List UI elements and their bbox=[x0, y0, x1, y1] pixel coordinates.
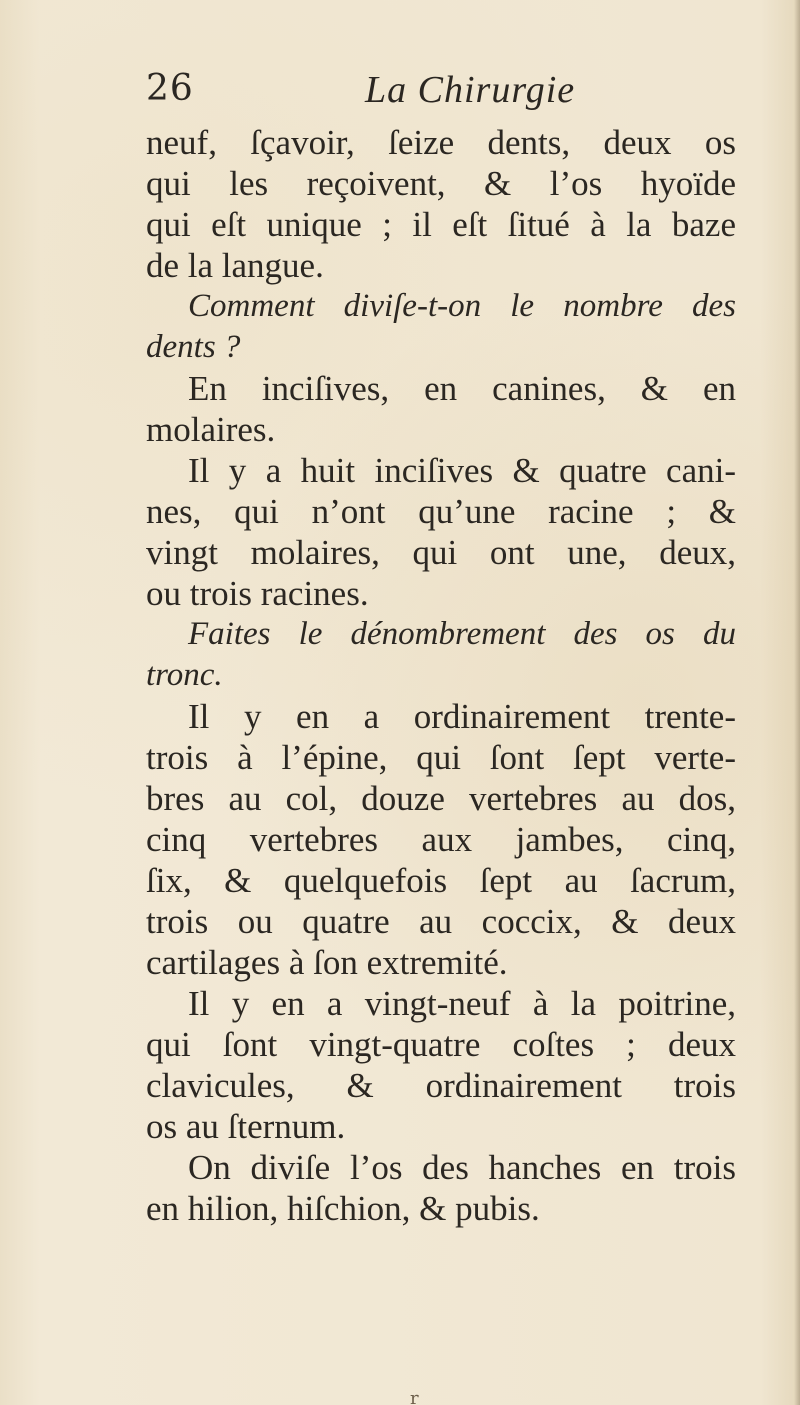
text-line: bres au col, douze vertebres au dos, bbox=[146, 779, 736, 818]
text-line: trois ou quatre au coccix, & deux bbox=[146, 902, 736, 941]
text-line: Il y en a vingt-neuf à la poitrine, bbox=[188, 984, 736, 1023]
running-title: La Chirurgie bbox=[365, 69, 576, 111]
text-line: Il y en a ordinairement trente- bbox=[188, 697, 736, 736]
text-line: molaires. bbox=[146, 410, 276, 449]
text-line: ſix, & quelquefois ſept au ſacrum, bbox=[146, 861, 736, 900]
text-line: neuf, ſçavoir, ſeize dents, deux os bbox=[146, 123, 736, 162]
text-line: qui eſt unique ; il eſt ſitué à la baze bbox=[146, 205, 736, 244]
text-line: cinq vertebres aux jambes, cinq, bbox=[146, 820, 736, 859]
text-line: trois à l’épine, qui ſont ſept verte- bbox=[146, 738, 736, 777]
text-line: On diviſe l’os des hanches en trois bbox=[188, 1148, 736, 1187]
question-line: Comment diviſe-t-on le nombre des bbox=[188, 288, 736, 324]
text-line: nes, qui n’ont qu’une racine ; & bbox=[146, 492, 736, 531]
signature-mark: r bbox=[410, 1388, 419, 1405]
text-line: en hilion, hiſchion, & pubis. bbox=[146, 1189, 540, 1228]
running-head bbox=[140, 68, 700, 128]
text-line: de la langue. bbox=[146, 246, 324, 285]
text-line: qui ſont vingt-quatre coſtes ; deux bbox=[146, 1025, 736, 1064]
text-line: ou trois racines. bbox=[146, 574, 369, 613]
text-line: vingt molaires, qui ont une, deux, bbox=[146, 533, 736, 572]
text-line: clavicules, & ordinairement trois bbox=[146, 1066, 736, 1105]
text-line: qui les reçoivent, & l’os hyoïde bbox=[146, 164, 736, 203]
text-line: Il y a huit inciſives & quatre cani- bbox=[188, 451, 736, 490]
question-line: tronc. bbox=[146, 657, 223, 693]
text-line: os au ſternum. bbox=[146, 1107, 346, 1146]
text-line: En inciſives, en canines, & en bbox=[188, 369, 736, 408]
body-text bbox=[146, 122, 736, 1229]
page-number: 26 bbox=[146, 68, 194, 109]
page-edge bbox=[794, 0, 800, 1405]
question-line: Faites le dénombrement des os du bbox=[188, 616, 736, 652]
question-line: dents ? bbox=[146, 329, 241, 365]
text-line: cartilages à ſon extremité. bbox=[146, 943, 508, 982]
